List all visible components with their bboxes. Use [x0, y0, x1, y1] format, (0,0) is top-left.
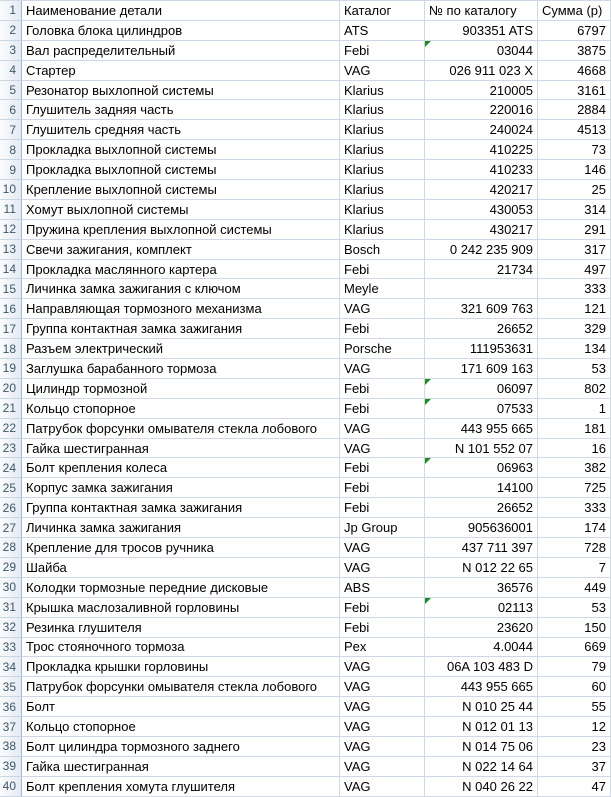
row-number[interactable]: 39 — [0, 757, 22, 777]
cell-part-name[interactable]: Крепление выхлопной системы — [22, 180, 340, 200]
cell-sum[interactable]: 146 — [538, 160, 611, 180]
row-number[interactable]: 36 — [0, 697, 22, 717]
row-number[interactable]: 38 — [0, 737, 22, 757]
cell-sum[interactable]: 134 — [538, 339, 611, 359]
row-number[interactable]: 23 — [0, 439, 22, 459]
cell-part-name[interactable]: Крепление для тросов ручника — [22, 538, 340, 558]
cell-catalog[interactable]: Febi — [340, 618, 425, 638]
cell-part-number-with-error-indicator-icon[interactable]: 06097 — [425, 379, 538, 399]
cell-sum[interactable]: 449 — [538, 578, 611, 598]
cell-catalog[interactable]: Klarius — [340, 180, 425, 200]
row-number[interactable]: 26 — [0, 498, 22, 518]
row-number[interactable]: 40 — [0, 777, 22, 797]
cell-part-name[interactable]: Болт — [22, 697, 340, 717]
row-number[interactable]: 8 — [0, 140, 22, 160]
cell-sum[interactable]: 317 — [538, 240, 611, 260]
cell-catalog[interactable]: VAG — [340, 697, 425, 717]
row-number[interactable]: 9 — [0, 160, 22, 180]
cell-part-name[interactable]: Колодки тормозные передние дисковые — [22, 578, 340, 598]
cell-catalog[interactable]: VAG — [340, 538, 425, 558]
cell-part-number[interactable]: N 010 25 44 — [425, 697, 538, 717]
cell-sum[interactable]: 3161 — [538, 81, 611, 101]
cell-sum[interactable]: 53 — [538, 359, 611, 379]
row-number[interactable]: 33 — [0, 638, 22, 658]
cell-part-number[interactable]: 905636001 — [425, 518, 538, 538]
cell-part-number[interactable]: N 014 75 06 — [425, 737, 538, 757]
cell-catalog[interactable]: VAG — [340, 757, 425, 777]
cell-catalog[interactable]: Febi — [340, 260, 425, 280]
row-number[interactable]: 14 — [0, 260, 22, 280]
cell-sum[interactable]: 4668 — [538, 61, 611, 81]
cell-part-number[interactable]: 0 242 235 909 — [425, 240, 538, 260]
cell-catalog[interactable]: VAG — [340, 299, 425, 319]
cell-part-name[interactable]: Патрубок форсунки омывателя стекла лобового — [22, 677, 340, 697]
cell-part-number[interactable]: 26652 — [425, 319, 538, 339]
row-number[interactable]: 32 — [0, 618, 22, 638]
cell-part-number[interactable]: 4.0044 — [425, 638, 538, 658]
row-number[interactable]: 4 — [0, 61, 22, 81]
cell-part-number[interactable]: 437 711 397 — [425, 538, 538, 558]
cell-part-number[interactable]: 210005 — [425, 81, 538, 101]
row-number[interactable]: 10 — [0, 180, 22, 200]
cell-part-name[interactable]: Хомут выхлопной системы — [22, 200, 340, 220]
column-header-part-number[interactable]: № по каталогу — [425, 1, 538, 21]
cell-catalog[interactable]: VAG — [340, 777, 425, 797]
row-number[interactable]: 17 — [0, 319, 22, 339]
cell-catalog[interactable]: Klarius — [340, 81, 425, 101]
cell-sum[interactable]: 333 — [538, 498, 611, 518]
cell-part-number[interactable]: 430053 — [425, 200, 538, 220]
cell-part-number[interactable]: N 012 01 13 — [425, 717, 538, 737]
cell-part-name[interactable]: Направляющая тормозного механизма — [22, 299, 340, 319]
row-number[interactable]: 12 — [0, 220, 22, 240]
cell-sum[interactable]: 37 — [538, 757, 611, 777]
cell-part-name[interactable]: Свечи зажигания, комплект — [22, 240, 340, 260]
cell-part-name[interactable]: Цилиндр тормозной — [22, 379, 340, 399]
cell-part-name[interactable]: Патрубок форсунки омывателя стекла лобового — [22, 419, 340, 439]
cell-catalog[interactable]: Febi — [340, 598, 425, 618]
cell-catalog[interactable]: Jp Group — [340, 518, 425, 538]
row-number[interactable]: 3 — [0, 41, 22, 61]
row-number[interactable]: 29 — [0, 558, 22, 578]
row-number[interactable]: 25 — [0, 478, 22, 498]
cell-catalog[interactable]: VAG — [340, 717, 425, 737]
cell-part-name[interactable]: Болт крепления хомута глушителя — [22, 777, 340, 797]
cell-part-number[interactable]: 36576 — [425, 578, 538, 598]
column-header-catalog[interactable]: Каталог — [340, 1, 425, 21]
cell-part-name[interactable]: Глушитель средняя часть — [22, 120, 340, 140]
cell-part-name[interactable]: Разъем электрический — [22, 339, 340, 359]
cell-part-number[interactable]: 171 609 163 — [425, 359, 538, 379]
cell-sum[interactable]: 2884 — [538, 100, 611, 120]
row-number[interactable]: 34 — [0, 657, 22, 677]
cell-catalog[interactable]: Meyle — [340, 279, 425, 299]
cell-part-name[interactable]: Заглушка барабанного тормоза — [22, 359, 340, 379]
column-header-part-name[interactable]: Наименование детали — [22, 1, 340, 21]
cell-part-name[interactable]: Прокладка маслянного картера — [22, 260, 340, 280]
cell-part-name[interactable]: Крышка маслозаливной горловины — [22, 598, 340, 618]
row-number[interactable]: 30 — [0, 578, 22, 598]
cell-catalog[interactable]: ABS — [340, 578, 425, 598]
cell-part-number[interactable] — [425, 279, 538, 299]
cell-catalog[interactable]: Klarius — [340, 140, 425, 160]
row-number[interactable]: 15 — [0, 279, 22, 299]
cell-part-number-with-error-indicator-icon[interactable]: 06963 — [425, 458, 538, 478]
cell-sum[interactable]: 55 — [538, 697, 611, 717]
cell-sum[interactable]: 728 — [538, 538, 611, 558]
cell-part-name[interactable]: Болт крепления колеса — [22, 458, 340, 478]
cell-catalog[interactable]: VAG — [340, 558, 425, 578]
row-number[interactable]: 22 — [0, 419, 22, 439]
row-number[interactable]: 35 — [0, 677, 22, 697]
cell-part-number[interactable]: 220016 — [425, 100, 538, 120]
cell-part-name[interactable]: Группа контактная замка зажигания — [22, 498, 340, 518]
cell-part-name[interactable]: Головка блока цилиндров — [22, 21, 340, 41]
row-number[interactable]: 24 — [0, 458, 22, 478]
cell-part-number[interactable]: 14100 — [425, 478, 538, 498]
cell-sum[interactable]: 16 — [538, 439, 611, 459]
cell-sum[interactable]: 314 — [538, 200, 611, 220]
row-number[interactable]: 21 — [0, 399, 22, 419]
cell-part-name[interactable]: Глушитель задняя часть — [22, 100, 340, 120]
row-number[interactable]: 28 — [0, 538, 22, 558]
cell-part-number-with-error-indicator-icon[interactable]: 02113 — [425, 598, 538, 618]
cell-part-name[interactable]: Прокладка выхлопной системы — [22, 160, 340, 180]
cell-catalog[interactable]: Klarius — [340, 100, 425, 120]
cell-part-name[interactable]: Вал распределительный — [22, 41, 340, 61]
cell-part-number[interactable]: 21734 — [425, 260, 538, 280]
cell-part-number[interactable]: 06A 103 483 D — [425, 657, 538, 677]
column-header-sum[interactable]: Сумма (р) — [538, 1, 611, 21]
cell-part-number[interactable]: 903351 ATS — [425, 21, 538, 41]
cell-part-name[interactable]: Корпус замка зажигания — [22, 478, 340, 498]
cell-catalog[interactable]: VAG — [340, 439, 425, 459]
cell-sum[interactable]: 7 — [538, 558, 611, 578]
row-number[interactable]: 37 — [0, 717, 22, 737]
cell-sum[interactable]: 25 — [538, 180, 611, 200]
cell-catalog[interactable]: VAG — [340, 359, 425, 379]
cell-catalog[interactable]: Febi — [340, 478, 425, 498]
cell-catalog[interactable]: ATS — [340, 21, 425, 41]
cell-part-number[interactable]: 443 955 665 — [425, 677, 538, 697]
cell-sum[interactable]: 3875 — [538, 41, 611, 61]
row-number[interactable]: 18 — [0, 339, 22, 359]
cell-sum[interactable]: 382 — [538, 458, 611, 478]
cell-part-number[interactable]: 321 609 763 — [425, 299, 538, 319]
cell-part-number[interactable]: 111953631 — [425, 339, 538, 359]
row-number[interactable]: 19 — [0, 359, 22, 379]
cell-sum[interactable]: 6797 — [538, 21, 611, 41]
cell-sum[interactable]: 1 — [538, 399, 611, 419]
row-number[interactable]: 13 — [0, 240, 22, 260]
cell-catalog[interactable]: VAG — [340, 61, 425, 81]
cell-sum[interactable]: 47 — [538, 777, 611, 797]
cell-sum[interactable]: 497 — [538, 260, 611, 280]
cell-sum[interactable]: 23 — [538, 737, 611, 757]
row-number[interactable]: 6 — [0, 100, 22, 120]
cell-part-name[interactable]: Прокладка выхлопной системы — [22, 140, 340, 160]
cell-catalog[interactable]: Pex — [340, 638, 425, 658]
cell-sum[interactable]: 329 — [538, 319, 611, 339]
cell-catalog[interactable]: Febi — [340, 399, 425, 419]
row-number[interactable]: 16 — [0, 299, 22, 319]
cell-part-name[interactable]: Резонатор выхлопной системы — [22, 81, 340, 101]
row-number[interactable]: 1 — [0, 1, 22, 21]
row-number[interactable]: 20 — [0, 379, 22, 399]
cell-catalog[interactable]: Klarius — [340, 160, 425, 180]
cell-sum[interactable]: 181 — [538, 419, 611, 439]
cell-sum[interactable]: 725 — [538, 478, 611, 498]
cell-sum[interactable]: 174 — [538, 518, 611, 538]
cell-part-name[interactable]: Личинка замка зажигания — [22, 518, 340, 538]
cell-part-name[interactable]: Резинка глушителя — [22, 618, 340, 638]
cell-catalog[interactable]: VAG — [340, 737, 425, 757]
cell-part-name[interactable]: Личинка замка зажигания с ключом — [22, 279, 340, 299]
cell-part-number[interactable]: 430217 — [425, 220, 538, 240]
cell-part-number[interactable]: 420217 — [425, 180, 538, 200]
cell-part-number[interactable]: N 101 552 07 — [425, 439, 538, 459]
row-number[interactable]: 31 — [0, 598, 22, 618]
cell-part-name[interactable]: Стартер — [22, 61, 340, 81]
cell-catalog[interactable]: Febi — [340, 498, 425, 518]
cell-part-name[interactable]: Шайба — [22, 558, 340, 578]
cell-part-name[interactable]: Болт цилиндра тормозного заднего — [22, 737, 340, 757]
cell-part-name[interactable]: Группа контактная замка зажигания — [22, 319, 340, 339]
cell-sum[interactable]: 802 — [538, 379, 611, 399]
cell-catalog[interactable]: Febi — [340, 458, 425, 478]
cell-part-number-with-error-indicator-icon[interactable]: 07533 — [425, 399, 538, 419]
cell-part-number[interactable]: 443 955 665 — [425, 419, 538, 439]
cell-sum[interactable]: 121 — [538, 299, 611, 319]
cell-part-name[interactable]: Пружина крепления выхлопной системы — [22, 220, 340, 240]
cell-catalog[interactable]: Klarius — [340, 200, 425, 220]
cell-part-name[interactable]: Кольцо стопорное — [22, 399, 340, 419]
row-number[interactable]: 27 — [0, 518, 22, 538]
cell-part-number[interactable]: N 012 22 65 — [425, 558, 538, 578]
cell-part-number[interactable]: N 022 14 64 — [425, 757, 538, 777]
cell-part-name[interactable]: Гайка шестигранная — [22, 439, 340, 459]
cell-sum[interactable]: 669 — [538, 638, 611, 658]
row-number[interactable]: 2 — [0, 21, 22, 41]
cell-sum[interactable]: 150 — [538, 618, 611, 638]
cell-catalog[interactable]: Febi — [340, 319, 425, 339]
cell-part-number[interactable]: 410225 — [425, 140, 538, 160]
cell-catalog[interactable]: Klarius — [340, 120, 425, 140]
cell-sum[interactable]: 79 — [538, 657, 611, 677]
cell-part-number[interactable]: 26652 — [425, 498, 538, 518]
cell-sum[interactable]: 4513 — [538, 120, 611, 140]
cell-catalog[interactable]: Febi — [340, 41, 425, 61]
cell-catalog[interactable]: Febi — [340, 379, 425, 399]
cell-part-name[interactable]: Кольцо стопорное — [22, 717, 340, 737]
cell-catalog[interactable]: VAG — [340, 419, 425, 439]
cell-sum[interactable]: 53 — [538, 598, 611, 618]
cell-sum[interactable]: 333 — [538, 279, 611, 299]
cell-part-name[interactable]: Трос стояночного тормоза — [22, 638, 340, 658]
cell-sum[interactable]: 60 — [538, 677, 611, 697]
cell-part-name[interactable]: Гайка шестигранная — [22, 757, 340, 777]
cell-part-number[interactable]: 23620 — [425, 618, 538, 638]
cell-part-number[interactable]: 240024 — [425, 120, 538, 140]
cell-catalog[interactable]: VAG — [340, 657, 425, 677]
cell-part-number-with-error-indicator-icon[interactable]: 03044 — [425, 41, 538, 61]
cell-sum[interactable]: 291 — [538, 220, 611, 240]
cell-part-name[interactable]: Прокладка крышки горловины — [22, 657, 340, 677]
cell-part-number[interactable]: N 040 26 22 — [425, 777, 538, 797]
cell-catalog[interactable]: Porsche — [340, 339, 425, 359]
cell-sum[interactable]: 73 — [538, 140, 611, 160]
cell-sum[interactable]: 12 — [538, 717, 611, 737]
row-number[interactable]: 11 — [0, 200, 22, 220]
cell-part-number[interactable]: 026 911 023 X — [425, 61, 538, 81]
cell-catalog[interactable]: Bosch — [340, 240, 425, 260]
cell-part-number[interactable]: 410233 — [425, 160, 538, 180]
row-number[interactable]: 7 — [0, 120, 22, 140]
cell-catalog[interactable]: VAG — [340, 677, 425, 697]
row-number[interactable]: 5 — [0, 81, 22, 101]
cell-catalog[interactable]: Klarius — [340, 220, 425, 240]
